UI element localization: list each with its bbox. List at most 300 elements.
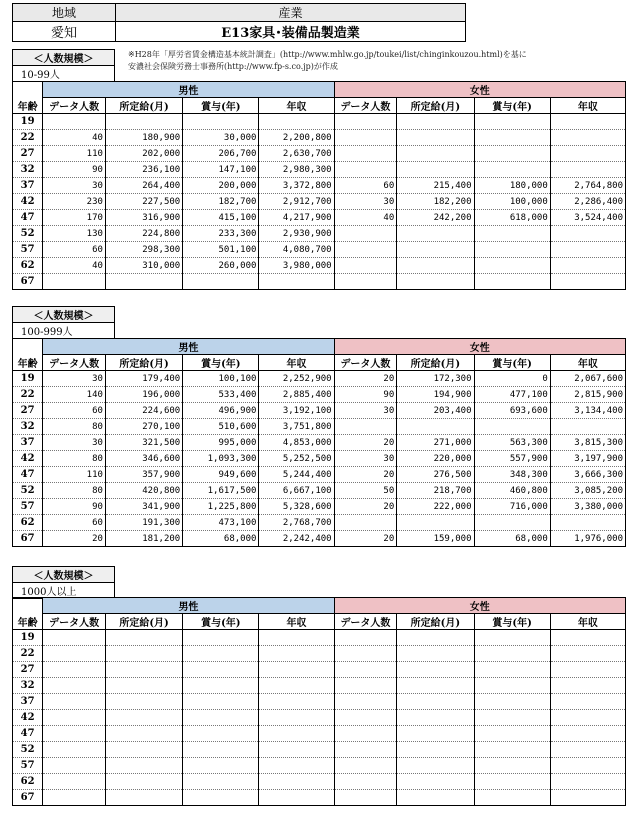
male-annual-income-cell[interactable] <box>259 662 334 678</box>
female-bonus-header: 賞与(年) <box>474 614 550 630</box>
male-count-cell[interactable]: 130 <box>43 226 106 242</box>
female-bonus-cell[interactable] <box>474 258 550 274</box>
female-count-cell[interactable] <box>334 242 397 258</box>
male-bonus-cell[interactable]: 501,100 <box>183 242 259 258</box>
female-annual-income-cell[interactable] <box>550 130 625 146</box>
male-annual-income-cell[interactable] <box>259 790 334 806</box>
male-count-cell[interactable]: 60 <box>43 403 106 419</box>
female-salary-cell[interactable]: 271,000 <box>397 435 474 451</box>
male-bonus-cell[interactable]: 1,225,800 <box>183 499 259 515</box>
male-count-cell[interactable]: 30 <box>43 371 106 387</box>
male-salary-cell[interactable]: 181,200 <box>105 531 182 547</box>
male-count-cell[interactable] <box>43 630 106 646</box>
male-count-cell[interactable] <box>43 274 106 290</box>
age-cell: 52 <box>13 483 43 499</box>
male-bonus-cell[interactable]: 182,700 <box>183 194 259 210</box>
female-salary-cell[interactable]: 172,300 <box>397 371 474 387</box>
table-row <box>13 694 626 710</box>
male-bonus-cell[interactable] <box>183 790 259 806</box>
male-count-cell[interactable]: 80 <box>43 419 106 435</box>
male-bonus-cell[interactable] <box>183 742 259 758</box>
female-count-cell[interactable] <box>334 258 397 274</box>
male-annual-income-cell[interactable]: 2,630,700 <box>259 146 334 162</box>
male-salary-cell[interactable]: 321,500 <box>105 435 182 451</box>
female-count-cell[interactable]: 30 <box>334 194 397 210</box>
female-count-cell[interactable] <box>334 646 397 662</box>
male-count-cell[interactable] <box>43 774 106 790</box>
male-salary-cell[interactable] <box>105 274 182 290</box>
male-bonus-cell[interactable] <box>183 694 259 710</box>
female-salary-cell[interactable] <box>397 146 474 162</box>
female-count-cell[interactable] <box>334 630 397 646</box>
male-annual-income-cell[interactable] <box>259 630 334 646</box>
female-annual-income-cell[interactable]: 3,524,400 <box>550 210 625 226</box>
female-count-cell[interactable] <box>334 146 397 162</box>
male-bonus-cell[interactable]: 233,300 <box>183 226 259 242</box>
male-bonus-cell[interactable] <box>183 646 259 662</box>
age-cell: 19 <box>13 114 43 130</box>
female-bonus-cell[interactable]: 557,900 <box>474 451 550 467</box>
female-bonus-header: 賞与(年) <box>474 98 550 114</box>
female-annual-income-cell[interactable] <box>550 646 625 662</box>
female-salary-cell[interactable]: 159,000 <box>397 531 474 547</box>
female-count-cell[interactable] <box>334 726 397 742</box>
scale-value[interactable]: 1000人以上 <box>13 583 115 599</box>
female-salary-cell[interactable]: 203,400 <box>397 403 474 419</box>
female-bonus-cell[interactable]: 618,000 <box>474 210 550 226</box>
male-salary-cell[interactable]: 357,900 <box>105 467 182 483</box>
male-bonus-cell[interactable]: 147,100 <box>183 162 259 178</box>
female-annual-income-cell[interactable] <box>550 515 625 531</box>
female-salary-cell[interactable] <box>397 694 474 710</box>
female-salary-cell[interactable] <box>397 630 474 646</box>
female-annual-income-cell[interactable] <box>550 790 625 806</box>
male-salary-cell[interactable] <box>105 662 182 678</box>
female-annual-income-cell[interactable] <box>550 146 625 162</box>
female-annual-income-cell[interactable] <box>550 419 625 435</box>
female-bonus-cell[interactable]: 460,800 <box>474 483 550 499</box>
female-count-cell[interactable] <box>334 162 397 178</box>
industry-value[interactable]: E13家具･装備品製造業 <box>116 22 466 42</box>
male-bonus-cell[interactable] <box>183 114 259 130</box>
male-annual-income-cell[interactable] <box>259 114 334 130</box>
female-annual-income-cell[interactable]: 2,286,400 <box>550 194 625 210</box>
female-bonus-cell[interactable]: 180,000 <box>474 178 550 194</box>
female-annual-income-cell[interactable] <box>550 694 625 710</box>
male-salary-cell[interactable]: 264,400 <box>105 178 182 194</box>
male-count-header: データ人数 <box>43 98 106 114</box>
female-salary-cell[interactable]: 215,400 <box>397 178 474 194</box>
male-annual-income-cell[interactable]: 6,667,100 <box>259 483 334 499</box>
scale-value[interactable]: 10-99人 <box>13 66 115 82</box>
male-salary-cell[interactable] <box>105 630 182 646</box>
male-bonus-header: 賞与(年) <box>183 355 259 371</box>
female-salary-cell[interactable] <box>397 226 474 242</box>
female-count-cell[interactable] <box>334 226 397 242</box>
male-annual-income-cell[interactable]: 3,980,000 <box>259 258 334 274</box>
male-bonus-cell[interactable]: 1,093,300 <box>183 451 259 467</box>
female-annual-income-cell[interactable]: 3,197,900 <box>550 451 625 467</box>
male-salary-cell[interactable] <box>105 758 182 774</box>
male-annual-income-cell[interactable]: 2,980,300 <box>259 162 334 178</box>
male-header: 男性 <box>43 598 334 614</box>
female-bonus-cell[interactable] <box>474 630 550 646</box>
male-annual-income-cell[interactable]: 2,242,400 <box>259 531 334 547</box>
female-bonus-cell[interactable] <box>474 114 550 130</box>
female-count-cell[interactable]: 40 <box>334 210 397 226</box>
female-count-cell[interactable]: 20 <box>334 531 397 547</box>
male-count-cell[interactable] <box>43 678 106 694</box>
male-annual-income-cell[interactable]: 2,930,900 <box>259 226 334 242</box>
male-annual-income-cell[interactable]: 4,217,900 <box>259 210 334 226</box>
female-annual-income-cell[interactable]: 3,380,000 <box>550 499 625 515</box>
table-row <box>13 790 626 806</box>
male-bonus-cell[interactable] <box>183 662 259 678</box>
female-salary-cell[interactable] <box>397 242 474 258</box>
male-count-cell[interactable]: 30 <box>43 435 106 451</box>
male-salary-cell[interactable]: 236,100 <box>105 162 182 178</box>
female-bonus-cell[interactable] <box>474 662 550 678</box>
male-bonus-cell[interactable] <box>183 758 259 774</box>
female-salary-cell[interactable] <box>397 419 474 435</box>
male-salary-cell[interactable]: 316,900 <box>105 210 182 226</box>
female-bonus-cell[interactable] <box>474 146 550 162</box>
female-bonus-cell[interactable]: 100,000 <box>474 194 550 210</box>
female-annual-income-cell[interactable] <box>550 242 625 258</box>
male-count-cell[interactable]: 110 <box>43 146 106 162</box>
male-count-cell[interactable]: 80 <box>43 451 106 467</box>
female-salary-cell[interactable] <box>397 662 474 678</box>
male-count-cell[interactable] <box>43 646 106 662</box>
male-count-cell[interactable] <box>43 742 106 758</box>
scale-value[interactable]: 100-999人 <box>13 323 115 339</box>
female-salary-cell[interactable] <box>397 678 474 694</box>
female-annual-income-cell[interactable] <box>550 226 625 242</box>
male-annual-income-cell[interactable]: 2,885,400 <box>259 387 334 403</box>
male-salary-cell[interactable] <box>105 710 182 726</box>
male-bonus-cell[interactable]: 496,900 <box>183 403 259 419</box>
female-count-cell[interactable] <box>334 774 397 790</box>
male-annual-income-cell[interactable]: 2,768,700 <box>259 515 334 531</box>
male-count-cell[interactable] <box>43 114 106 130</box>
female-bonus-cell[interactable]: 68,000 <box>474 531 550 547</box>
male-bonus-cell[interactable]: 30,000 <box>183 130 259 146</box>
female-bonus-cell[interactable]: 0 <box>474 371 550 387</box>
female-annual-income-cell[interactable]: 1,976,000 <box>550 531 625 547</box>
female-salary-cell[interactable] <box>397 130 474 146</box>
male-annual-income-cell[interactable] <box>259 726 334 742</box>
male-annual-income-cell[interactable] <box>259 646 334 662</box>
female-salary-cell[interactable]: 242,200 <box>397 210 474 226</box>
male-annual-income-cell[interactable]: 2,912,700 <box>259 194 334 210</box>
male-bonus-cell[interactable]: 1,617,500 <box>183 483 259 499</box>
female-count-cell[interactable] <box>334 515 397 531</box>
female-annual-income-cell[interactable] <box>550 662 625 678</box>
female-bonus-cell[interactable] <box>474 790 550 806</box>
female-bonus-cell[interactable] <box>474 419 550 435</box>
age-header: 年齢 <box>13 355 43 371</box>
male-count-cell[interactable]: 30 <box>43 178 106 194</box>
age-cell: 57 <box>13 242 43 258</box>
age-cell: 27 <box>13 662 43 678</box>
male-bonus-cell[interactable]: 949,600 <box>183 467 259 483</box>
female-count-cell[interactable]: 50 <box>334 483 397 499</box>
male-annual-income-cell[interactable] <box>259 274 334 290</box>
female-bonus-cell[interactable] <box>474 242 550 258</box>
female-salary-cell[interactable] <box>397 646 474 662</box>
male-salary-cell[interactable] <box>105 790 182 806</box>
male-bonus-cell[interactable]: 533,400 <box>183 387 259 403</box>
female-bonus-cell[interactable] <box>474 162 550 178</box>
female-salary-cell[interactable] <box>397 726 474 742</box>
male-count-cell[interactable]: 140 <box>43 387 106 403</box>
female-annual-income-cell[interactable] <box>550 678 625 694</box>
female-bonus-cell[interactable]: 477,100 <box>474 387 550 403</box>
female-salary-cell[interactable]: 194,900 <box>397 387 474 403</box>
female-bonus-cell[interactable] <box>474 726 550 742</box>
male-count-cell[interactable] <box>43 790 106 806</box>
industry-label: 産業 <box>116 4 466 22</box>
male-salary-cell[interactable]: 202,000 <box>105 146 182 162</box>
female-count-header: データ人数 <box>334 614 397 630</box>
male-annual-income-cell[interactable]: 4,080,700 <box>259 242 334 258</box>
female-count-cell[interactable] <box>334 710 397 726</box>
female-salary-cell[interactable] <box>397 758 474 774</box>
male-salary-cell[interactable]: 224,800 <box>105 226 182 242</box>
male-count-cell[interactable]: 60 <box>43 515 106 531</box>
male-salary-cell[interactable]: 420,800 <box>105 483 182 499</box>
male-bonus-cell[interactable] <box>183 774 259 790</box>
female-salary-cell[interactable] <box>397 114 474 130</box>
female-bonus-cell[interactable]: 348,300 <box>474 467 550 483</box>
male-bonus-cell[interactable]: 510,600 <box>183 419 259 435</box>
female-count-cell[interactable]: 20 <box>334 467 397 483</box>
female-salary-cell[interactable] <box>397 710 474 726</box>
region-value[interactable]: 愛知 <box>13 22 116 42</box>
female-annual-income-cell[interactable] <box>550 710 625 726</box>
female-annual-income-cell[interactable]: 3,815,300 <box>550 435 625 451</box>
female-count-cell[interactable]: 90 <box>334 387 397 403</box>
male-annual-income-cell[interactable]: 2,200,800 <box>259 130 334 146</box>
male-bonus-cell[interactable] <box>183 630 259 646</box>
female-salary-cell[interactable] <box>397 274 474 290</box>
female-salary-cell[interactable] <box>397 162 474 178</box>
male-annual-income-cell[interactable]: 4,853,000 <box>259 435 334 451</box>
male-salary-cell[interactable] <box>105 694 182 710</box>
male-count-cell[interactable]: 170 <box>43 210 106 226</box>
male-salary-cell[interactable] <box>105 774 182 790</box>
female-annual-income-cell[interactable] <box>550 742 625 758</box>
age-cell: 67 <box>13 274 43 290</box>
male-count-cell[interactable]: 90 <box>43 499 106 515</box>
male-bonus-cell[interactable]: 68,000 <box>183 531 259 547</box>
wage-table-3 <box>12 597 626 806</box>
female-bonus-cell[interactable] <box>474 646 550 662</box>
male-annual-income-cell[interactable]: 3,192,100 <box>259 403 334 419</box>
male-salary-cell[interactable] <box>105 726 182 742</box>
male-annual-income-cell[interactable] <box>259 678 334 694</box>
female-count-cell[interactable] <box>334 274 397 290</box>
male-bonus-cell[interactable]: 206,700 <box>183 146 259 162</box>
female-salary-cell[interactable]: 182,200 <box>397 194 474 210</box>
male-annual-income-cell[interactable]: 3,372,800 <box>259 178 334 194</box>
female-annual-income-cell[interactable]: 2,815,900 <box>550 387 625 403</box>
female-count-cell[interactable] <box>334 694 397 710</box>
male-count-cell[interactable]: 40 <box>43 258 106 274</box>
female-bonus-cell[interactable]: 563,300 <box>474 435 550 451</box>
male-count-cell[interactable] <box>43 726 106 742</box>
female-salary-cell[interactable]: 218,700 <box>397 483 474 499</box>
male-count-cell[interactable]: 60 <box>43 242 106 258</box>
male-salary-cell[interactable]: 310,000 <box>105 258 182 274</box>
male-annual-income-header: 年収 <box>259 355 334 371</box>
female-bonus-cell[interactable] <box>474 758 550 774</box>
female-annual-income-cell[interactable]: 3,666,300 <box>550 467 625 483</box>
female-count-cell[interactable]: 30 <box>334 403 397 419</box>
male-salary-cell[interactable] <box>105 742 182 758</box>
male-salary-cell[interactable] <box>105 646 182 662</box>
female-count-cell[interactable] <box>334 758 397 774</box>
male-salary-cell[interactable] <box>105 678 182 694</box>
table-row <box>13 226 626 242</box>
female-salary-cell[interactable] <box>397 742 474 758</box>
male-count-cell[interactable] <box>43 758 106 774</box>
male-count-cell[interactable]: 110 <box>43 467 106 483</box>
male-salary-cell[interactable]: 224,600 <box>105 403 182 419</box>
male-count-cell[interactable]: 40 <box>43 130 106 146</box>
female-count-cell[interactable]: 20 <box>334 371 397 387</box>
female-count-cell[interactable] <box>334 790 397 806</box>
male-salary-cell[interactable]: 346,600 <box>105 451 182 467</box>
female-salary-cell[interactable]: 222,000 <box>397 499 474 515</box>
female-salary-cell[interactable]: 276,500 <box>397 467 474 483</box>
male-bonus-cell[interactable]: 260,000 <box>183 258 259 274</box>
male-bonus-cell[interactable] <box>183 678 259 694</box>
male-annual-income-cell[interactable]: 5,252,500 <box>259 451 334 467</box>
female-count-cell[interactable]: 30 <box>334 451 397 467</box>
male-count-cell[interactable] <box>43 694 106 710</box>
male-salary-cell[interactable]: 196,000 <box>105 387 182 403</box>
age-cell: 32 <box>13 419 43 435</box>
male-annual-income-cell[interactable]: 2,252,900 <box>259 371 334 387</box>
male-count-cell[interactable] <box>43 662 106 678</box>
female-annual-income-cell[interactable] <box>550 726 625 742</box>
female-annual-income-cell[interactable]: 2,764,800 <box>550 178 625 194</box>
region-label: 地域 <box>13 4 116 22</box>
male-annual-income-cell[interactable] <box>259 694 334 710</box>
male-count-cell[interactable]: 90 <box>43 162 106 178</box>
female-bonus-cell[interactable]: 716,000 <box>474 499 550 515</box>
male-count-header: データ人数 <box>43 614 106 630</box>
female-annual-income-cell[interactable]: 3,085,200 <box>550 483 625 499</box>
table-row <box>13 258 626 274</box>
female-bonus-cell[interactable] <box>474 774 550 790</box>
female-count-cell[interactable]: 20 <box>334 435 397 451</box>
female-count-cell[interactable] <box>334 419 397 435</box>
male-bonus-cell[interactable]: 473,100 <box>183 515 259 531</box>
male-annual-income-cell[interactable]: 5,244,400 <box>259 467 334 483</box>
male-annual-income-cell[interactable]: 5,328,600 <box>259 499 334 515</box>
male-count-cell[interactable]: 230 <box>43 194 106 210</box>
male-bonus-cell[interactable]: 200,000 <box>183 178 259 194</box>
female-count-cell[interactable] <box>334 662 397 678</box>
male-bonus-cell[interactable]: 100,100 <box>183 371 259 387</box>
female-bonus-cell[interactable] <box>474 710 550 726</box>
female-annual-income-cell[interactable] <box>550 162 625 178</box>
female-bonus-cell[interactable]: 693,600 <box>474 403 550 419</box>
female-count-cell[interactable]: 60 <box>334 178 397 194</box>
age-cell: 32 <box>13 162 43 178</box>
female-annual-income-cell[interactable] <box>550 258 625 274</box>
table-row <box>13 678 626 694</box>
female-annual-income-cell[interactable] <box>550 274 625 290</box>
female-annual-income-header: 年収 <box>550 98 625 114</box>
age-cell: 27 <box>13 146 43 162</box>
male-bonus-cell[interactable] <box>183 710 259 726</box>
male-salary-cell[interactable] <box>105 114 182 130</box>
female-salary-header: 所定給(月) <box>397 355 474 371</box>
age-cell: 62 <box>13 258 43 274</box>
female-annual-income-cell[interactable] <box>550 774 625 790</box>
female-count-cell[interactable]: 20 <box>334 499 397 515</box>
female-count-cell[interactable] <box>334 130 397 146</box>
female-count-cell[interactable] <box>334 678 397 694</box>
male-annual-income-cell[interactable] <box>259 758 334 774</box>
female-header: 女性 <box>334 598 625 614</box>
female-bonus-cell[interactable] <box>474 678 550 694</box>
male-salary-cell[interactable]: 227,500 <box>105 194 182 210</box>
male-salary-cell[interactable]: 179,400 <box>105 371 182 387</box>
male-salary-cell[interactable]: 341,900 <box>105 499 182 515</box>
female-annual-income-cell[interactable] <box>550 114 625 130</box>
female-count-cell[interactable] <box>334 742 397 758</box>
female-bonus-cell[interactable] <box>474 515 550 531</box>
female-salary-cell[interactable] <box>397 790 474 806</box>
male-annual-income-cell[interactable] <box>259 774 334 790</box>
male-salary-cell[interactable]: 180,900 <box>105 130 182 146</box>
male-salary-cell[interactable]: 270,100 <box>105 419 182 435</box>
female-salary-cell[interactable]: 220,000 <box>397 451 474 467</box>
male-bonus-cell[interactable]: 995,000 <box>183 435 259 451</box>
female-annual-income-cell[interactable]: 3,134,400 <box>550 403 625 419</box>
female-salary-cell[interactable] <box>397 774 474 790</box>
female-salary-cell[interactable] <box>397 515 474 531</box>
age-cell: 52 <box>13 742 43 758</box>
male-count-cell[interactable] <box>43 710 106 726</box>
female-annual-income-cell[interactable] <box>550 758 625 774</box>
female-bonus-cell[interactable] <box>474 274 550 290</box>
male-annual-income-cell[interactable]: 3,751,800 <box>259 419 334 435</box>
male-salary-cell[interactable]: 191,300 <box>105 515 182 531</box>
female-bonus-cell[interactable] <box>474 742 550 758</box>
female-bonus-cell[interactable] <box>474 130 550 146</box>
male-bonus-cell[interactable] <box>183 726 259 742</box>
male-salary-cell[interactable]: 298,300 <box>105 242 182 258</box>
female-count-cell[interactable] <box>334 114 397 130</box>
male-count-cell[interactable]: 20 <box>43 531 106 547</box>
male-annual-income-cell[interactable] <box>259 742 334 758</box>
male-salary-header: 所定給(月) <box>105 355 182 371</box>
male-count-cell[interactable]: 80 <box>43 483 106 499</box>
male-bonus-cell[interactable] <box>183 274 259 290</box>
male-annual-income-cell[interactable] <box>259 710 334 726</box>
female-annual-income-cell[interactable]: 2,067,600 <box>550 371 625 387</box>
female-salary-cell[interactable] <box>397 258 474 274</box>
female-annual-income-cell[interactable] <box>550 630 625 646</box>
female-bonus-cell[interactable] <box>474 694 550 710</box>
female-bonus-cell[interactable] <box>474 226 550 242</box>
male-bonus-cell[interactable]: 415,100 <box>183 210 259 226</box>
